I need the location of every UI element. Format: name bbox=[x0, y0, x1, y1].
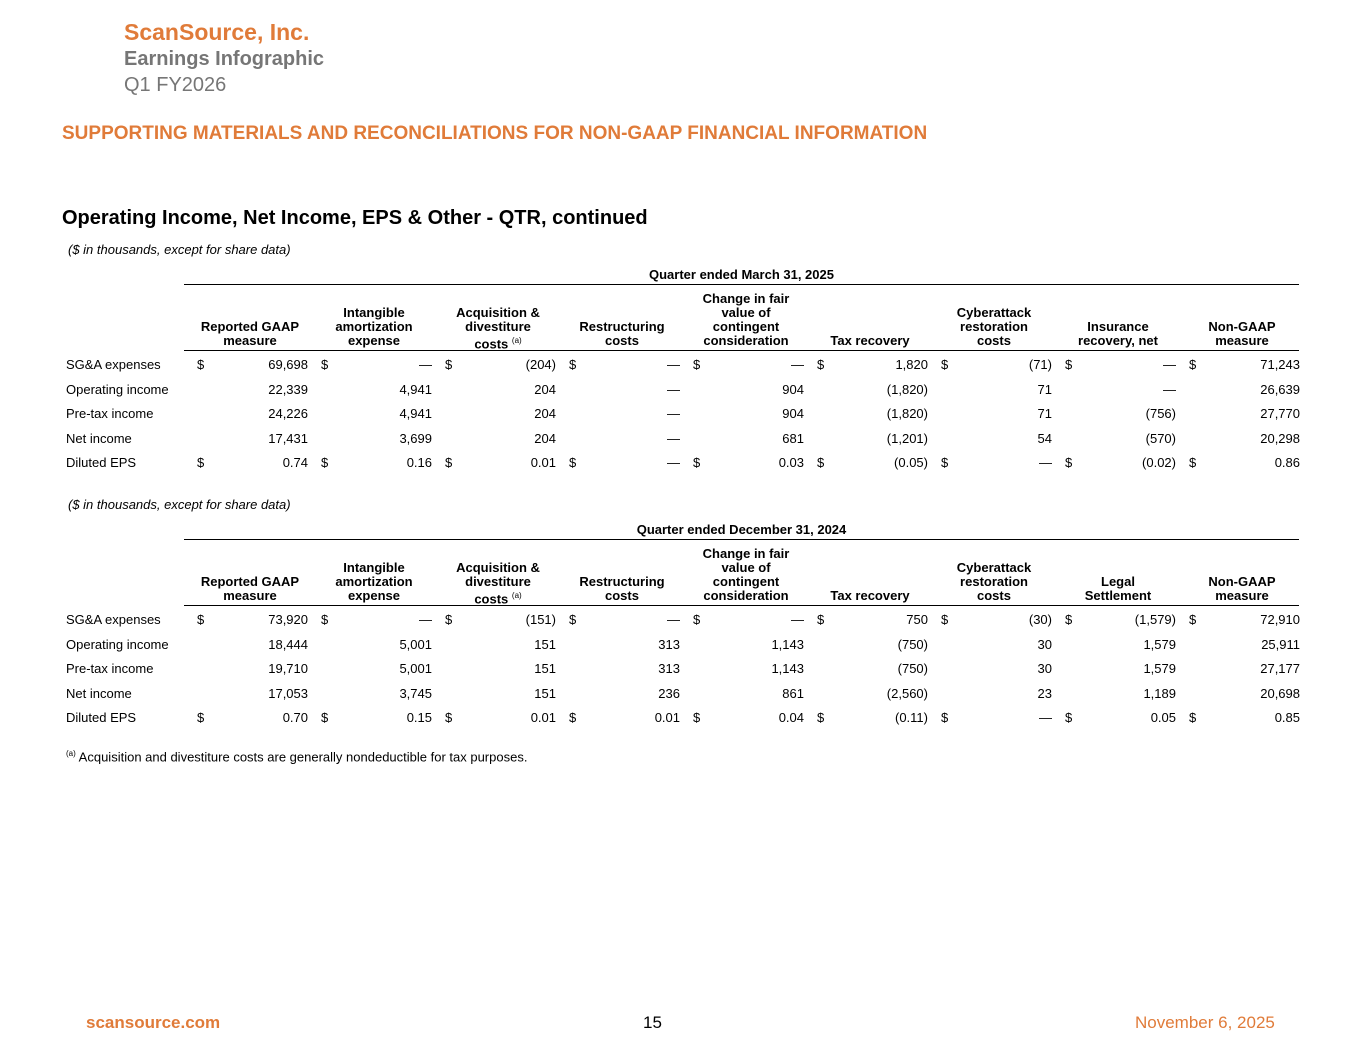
table-cell: 4,941 bbox=[399, 406, 432, 421]
currency-symbol: $ bbox=[941, 612, 949, 627]
column-header-line: Restructuring bbox=[579, 574, 665, 589]
column-header-line: amortization bbox=[335, 319, 413, 334]
column-header bbox=[188, 320, 312, 348]
footer-date: November 6, 2025 bbox=[1135, 1013, 1275, 1032]
currency-symbol: $ bbox=[693, 710, 701, 725]
currency-symbol: $ bbox=[817, 357, 825, 372]
table-cell: 5,001 bbox=[399, 661, 432, 676]
column-header bbox=[808, 334, 932, 348]
table-cell: 313 bbox=[658, 661, 680, 676]
column-header-line: restoration bbox=[960, 574, 1028, 589]
column-header-line: recovery, net bbox=[1078, 333, 1158, 348]
column-header-line: expense bbox=[347, 333, 401, 348]
table-cell: 20,298 bbox=[1260, 430, 1300, 446]
currency-symbol: $ bbox=[321, 710, 329, 725]
currency-symbol: $ bbox=[569, 357, 577, 372]
column-header-line: consideration bbox=[703, 333, 789, 348]
currency-symbol: $ bbox=[321, 455, 329, 470]
column-header bbox=[932, 306, 1056, 348]
row-label: Diluted EPS bbox=[66, 455, 137, 470]
table-cell: — bbox=[791, 357, 804, 372]
table-cell: 904 bbox=[782, 381, 804, 397]
column-header bbox=[684, 547, 808, 603]
period-heading: Quarter ended December 31, 2024 bbox=[636, 522, 847, 537]
table-cell: 1,189 bbox=[1143, 685, 1176, 701]
table-cell: 23 bbox=[1037, 685, 1052, 701]
header-rule bbox=[184, 350, 1299, 351]
column-header bbox=[932, 561, 1056, 603]
table-cell: (71) bbox=[1028, 357, 1052, 372]
currency-symbol: $ bbox=[569, 710, 577, 725]
column-header bbox=[1056, 320, 1180, 348]
row-label: Pre-tax income bbox=[66, 661, 154, 676]
column-header-line: expense bbox=[347, 588, 401, 603]
table-cell: — bbox=[667, 381, 680, 397]
table-cell: 0.74 bbox=[282, 455, 308, 470]
column-header-line: Change in fair bbox=[702, 546, 790, 561]
document-subtitle: Earnings Infographic bbox=[124, 48, 325, 70]
table-cell: 204 bbox=[534, 381, 556, 397]
column-header-line: Cyberattack bbox=[956, 305, 1032, 320]
page-number: 15 bbox=[643, 1013, 662, 1032]
column-header bbox=[560, 575, 684, 603]
table-cell: — bbox=[667, 455, 680, 470]
footnote-text: Acquisition and divestiture costs are generally nondeductible for tax purposes. bbox=[75, 749, 528, 765]
currency-symbol: $ bbox=[197, 710, 205, 725]
currency-symbol: $ bbox=[1189, 710, 1197, 725]
column-header-line: value of bbox=[721, 560, 771, 575]
column-header bbox=[436, 306, 560, 351]
currency-symbol: $ bbox=[197, 612, 205, 627]
table-cell: 204 bbox=[534, 430, 556, 446]
currency-symbol: $ bbox=[1065, 455, 1073, 470]
column-header-line: costs bbox=[977, 333, 1011, 348]
currency-symbol: $ bbox=[817, 612, 825, 627]
row-label: Diluted EPS bbox=[66, 710, 137, 725]
column-header-line: Insurance bbox=[1087, 319, 1149, 334]
currency-symbol: $ bbox=[321, 612, 329, 627]
table-cell: 24,226 bbox=[268, 406, 308, 421]
row-label: Operating income bbox=[66, 636, 169, 652]
table-cell: 0.01 bbox=[530, 455, 556, 470]
row-label: Net income bbox=[66, 430, 132, 446]
table-cell: 30 bbox=[1037, 636, 1052, 652]
currency-symbol: $ bbox=[1189, 612, 1197, 627]
table-cell: 1,579 bbox=[1143, 636, 1176, 652]
period-rule bbox=[184, 539, 1299, 540]
row-label: Pre-tax income bbox=[66, 406, 154, 421]
row-label: Net income bbox=[66, 685, 132, 701]
column-header-line: Non-GAAP bbox=[1208, 319, 1276, 334]
currency-symbol: $ bbox=[693, 455, 701, 470]
currency-symbol: $ bbox=[1065, 612, 1073, 627]
row-label: Operating income bbox=[66, 381, 169, 397]
table-cell: 71 bbox=[1037, 406, 1052, 421]
table-cell: (570) bbox=[1145, 430, 1176, 446]
column-header-line: costs bbox=[474, 591, 509, 607]
table-cell: 3,699 bbox=[399, 430, 432, 446]
period-heading: Quarter ended March 31, 2025 bbox=[649, 267, 834, 282]
currency-symbol: $ bbox=[445, 455, 453, 470]
row-label: SG&A expenses bbox=[66, 357, 161, 372]
column-header-line: Reported GAAP bbox=[200, 319, 300, 334]
currency-symbol: $ bbox=[1065, 710, 1073, 725]
column-header-line: Tax recovery bbox=[830, 588, 910, 603]
column-header bbox=[1056, 575, 1180, 603]
table-cell: — bbox=[419, 357, 432, 372]
column-header-line: Legal bbox=[1101, 574, 1135, 589]
table-cell: (756) bbox=[1145, 406, 1176, 421]
column-header-line: amortization bbox=[335, 574, 413, 589]
table-cell: 17,431 bbox=[268, 430, 308, 446]
column-header-line: Intangible bbox=[343, 305, 405, 320]
column-header-line: consideration bbox=[703, 588, 789, 603]
table-cell: 0.85 bbox=[1274, 710, 1300, 725]
table-cell: 1,143 bbox=[771, 636, 804, 652]
table-cell: 151 bbox=[534, 685, 556, 701]
table-cell: 0.16 bbox=[406, 455, 432, 470]
table-cell: 0.86 bbox=[1274, 455, 1300, 470]
footnote-marker: (a) bbox=[66, 749, 76, 758]
table-cell: 681 bbox=[782, 430, 804, 446]
column-header-line: costs bbox=[605, 588, 639, 603]
column-header-line: Acquisition & bbox=[456, 560, 540, 575]
table-cell: 0.15 bbox=[406, 710, 432, 725]
header-rule bbox=[184, 605, 1299, 606]
column-header bbox=[436, 561, 560, 606]
table-cell: — bbox=[1039, 710, 1052, 725]
column-header-line: Non-GAAP bbox=[1208, 574, 1276, 589]
period-rule bbox=[184, 284, 1299, 285]
company-name: ScanSource, Inc. bbox=[124, 19, 310, 45]
table-cell: (1,201) bbox=[886, 430, 928, 446]
column-header-line: Acquisition & bbox=[456, 305, 540, 320]
table-cell: — bbox=[667, 357, 680, 372]
currency-symbol: $ bbox=[817, 455, 825, 470]
column-header-line: costs bbox=[977, 588, 1011, 603]
table-cell: 0.04 bbox=[778, 710, 804, 725]
table-cell: (750) bbox=[897, 636, 928, 652]
table-cell: 30 bbox=[1037, 661, 1052, 676]
currency-symbol: $ bbox=[321, 357, 329, 372]
column-header-line: costs bbox=[474, 336, 509, 352]
currency-symbol: $ bbox=[445, 710, 453, 725]
table-cell: 1,820 bbox=[895, 357, 928, 372]
table-cell: 18,444 bbox=[268, 636, 308, 652]
units-note: ($ in thousands, except for share data) bbox=[68, 497, 291, 512]
column-header-line: Reported GAAP bbox=[200, 574, 300, 589]
table-cell: 3,745 bbox=[399, 685, 432, 701]
column-header bbox=[1180, 320, 1304, 348]
column-header-line: contingent bbox=[712, 574, 780, 589]
column-header-footnote-marker: (a) bbox=[511, 591, 522, 600]
table-cell: 750 bbox=[906, 612, 928, 627]
table-cell: 5,001 bbox=[399, 636, 432, 652]
table-cell: — bbox=[667, 430, 680, 446]
table-cell: (151) bbox=[525, 612, 556, 627]
table-cell: (1,820) bbox=[886, 406, 928, 421]
column-header-line: Settlement bbox=[1084, 588, 1152, 603]
table-cell: — bbox=[419, 612, 432, 627]
table-cell: 17,053 bbox=[268, 685, 308, 701]
currency-symbol: $ bbox=[817, 710, 825, 725]
row-label: SG&A expenses bbox=[66, 612, 161, 627]
table-cell: 71,243 bbox=[1260, 357, 1300, 372]
table-cell: (30) bbox=[1028, 612, 1052, 627]
table-cell: 4,941 bbox=[399, 381, 432, 397]
column-header-line: Intangible bbox=[343, 560, 405, 575]
fiscal-quarter: Q1 FY2026 bbox=[124, 74, 227, 96]
footnote bbox=[66, 749, 527, 764]
column-header-line: measure bbox=[223, 333, 277, 348]
table-cell: 151 bbox=[534, 661, 556, 676]
column-header bbox=[312, 561, 436, 603]
table-cell: (0.02) bbox=[1142, 455, 1176, 470]
table-cell: 73,920 bbox=[268, 612, 308, 627]
table-cell: (1,579) bbox=[1134, 612, 1176, 627]
table-cell: 151 bbox=[534, 636, 556, 652]
column-header-line: divestiture bbox=[465, 319, 531, 334]
table-cell: 313 bbox=[658, 636, 680, 652]
table-cell: — bbox=[667, 406, 680, 421]
column-header-footnote-marker: (a) bbox=[511, 336, 522, 345]
column-header bbox=[808, 589, 932, 603]
column-header-line: value of bbox=[721, 305, 771, 320]
column-header-line: Change in fair bbox=[702, 291, 790, 306]
table-cell: — bbox=[791, 612, 804, 627]
currency-symbol: $ bbox=[197, 357, 205, 372]
currency-symbol: $ bbox=[569, 455, 577, 470]
table-cell: (204) bbox=[525, 357, 556, 372]
currency-symbol: $ bbox=[693, 612, 701, 627]
column-header-line: divestiture bbox=[465, 574, 531, 589]
column-header-line: measure bbox=[1215, 588, 1269, 603]
column-header bbox=[560, 320, 684, 348]
footer-website-link[interactable]: scansource.com bbox=[86, 1013, 221, 1032]
block-title: Operating Income, Net Income, EPS & Other - QTR, continued bbox=[62, 207, 648, 229]
table-cell: 25,911 bbox=[1261, 636, 1300, 652]
column-header-line: measure bbox=[1215, 333, 1269, 348]
table-cell: 54 bbox=[1037, 430, 1052, 446]
column-header bbox=[312, 306, 436, 348]
table-cell: 1,143 bbox=[771, 661, 804, 676]
table-cell: (2,560) bbox=[886, 685, 928, 701]
column-header bbox=[684, 292, 808, 348]
column-header bbox=[1180, 575, 1304, 603]
table-cell: — bbox=[667, 612, 680, 627]
table-cell: 0.01 bbox=[654, 710, 680, 725]
table-cell: 861 bbox=[782, 685, 804, 701]
column-header-line: contingent bbox=[712, 319, 780, 334]
currency-symbol: $ bbox=[197, 455, 205, 470]
column-header-line: Tax recovery bbox=[830, 333, 910, 348]
currency-symbol: $ bbox=[1189, 357, 1197, 372]
table-cell: 71 bbox=[1037, 381, 1052, 397]
table-cell: 26,639 bbox=[1260, 381, 1300, 397]
table-cell: (0.05) bbox=[894, 455, 928, 470]
column-header bbox=[188, 575, 312, 603]
table-cell: 27,770 bbox=[1260, 406, 1300, 421]
table-cell: 236 bbox=[658, 685, 680, 701]
table-cell: 19,710 bbox=[268, 661, 308, 676]
table-cell: — bbox=[1039, 455, 1052, 470]
currency-symbol: $ bbox=[941, 710, 949, 725]
table-cell: 20,698 bbox=[1260, 685, 1300, 701]
table-cell: 0.05 bbox=[1150, 710, 1176, 725]
column-header-line: restoration bbox=[960, 319, 1028, 334]
column-header-line: Cyberattack bbox=[956, 560, 1032, 575]
table-cell: 22,339 bbox=[268, 381, 308, 397]
table-cell: — bbox=[1163, 357, 1176, 372]
table-cell: — bbox=[1163, 381, 1176, 397]
currency-symbol: $ bbox=[445, 357, 453, 372]
table-cell: 72,910 bbox=[1260, 612, 1300, 627]
currency-symbol: $ bbox=[941, 357, 949, 372]
units-note: ($ in thousands, except for share data) bbox=[68, 242, 291, 257]
table-cell: 69,698 bbox=[268, 357, 308, 372]
table-cell: 27,177 bbox=[1260, 661, 1300, 676]
currency-symbol: $ bbox=[445, 612, 453, 627]
column-header-line: measure bbox=[223, 588, 277, 603]
table-cell: (1,820) bbox=[886, 381, 928, 397]
table-cell: (750) bbox=[897, 661, 928, 676]
column-header-line: Restructuring bbox=[579, 319, 665, 334]
currency-symbol: $ bbox=[693, 357, 701, 372]
table-cell: (0.11) bbox=[895, 710, 928, 725]
table-cell: 0.70 bbox=[282, 710, 308, 725]
currency-symbol: $ bbox=[569, 612, 577, 627]
section-title: SUPPORTING MATERIALS AND RECONCILIATIONS FOR NON-GAAP FINANCIAL INFORMATION bbox=[62, 123, 928, 144]
table-cell: 204 bbox=[534, 406, 556, 421]
column-header-line: costs bbox=[605, 333, 639, 348]
currency-symbol: $ bbox=[941, 455, 949, 470]
table-cell: 0.01 bbox=[530, 710, 556, 725]
table-cell: 0.03 bbox=[778, 455, 804, 470]
table-cell: 1,579 bbox=[1143, 661, 1176, 676]
currency-symbol: $ bbox=[1065, 357, 1073, 372]
currency-symbol: $ bbox=[1189, 455, 1197, 470]
table-cell: 904 bbox=[782, 406, 804, 421]
